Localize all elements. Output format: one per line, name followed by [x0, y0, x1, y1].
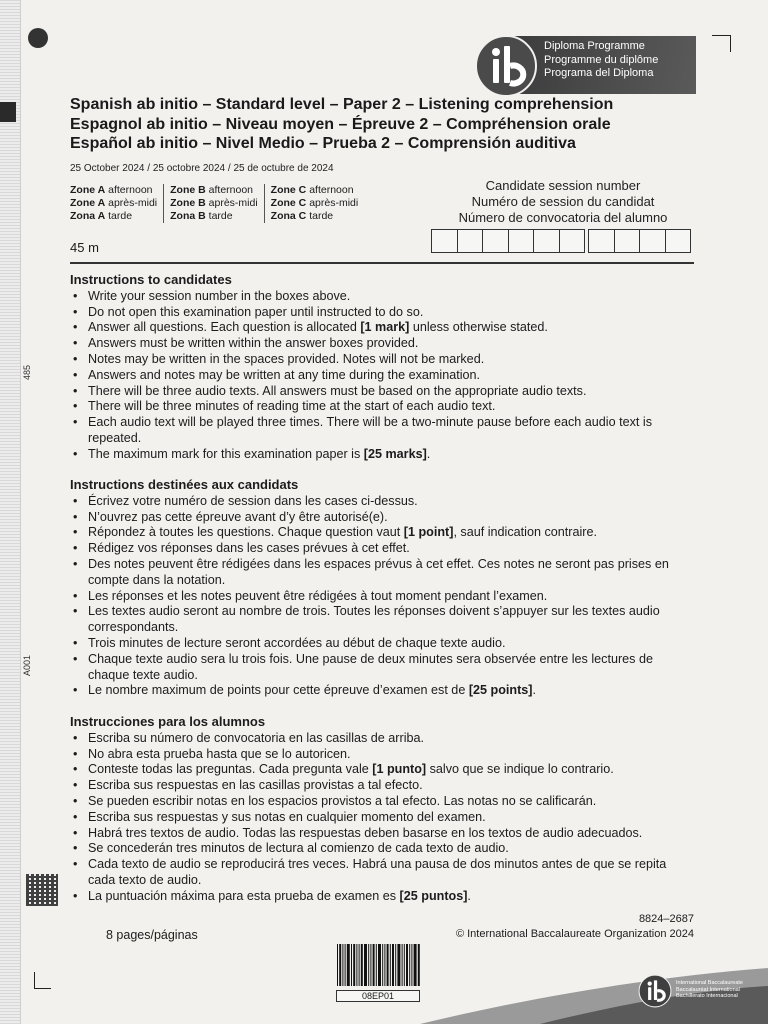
ib-organisation-names: International Baccalaureate Baccalauréat International Bachillerato Internacional: [676, 980, 743, 999]
barcode-bar: [414, 944, 417, 986]
section-heading: Instructions destinées aux candidats: [70, 477, 299, 492]
instruction-item: • Se pueden escribir notas en los espacios provistos a tal efecto. Las notas no se calificarán.: [70, 794, 694, 810]
instruction-item: • The maximum mark for this examination paper is [25 marks].: [70, 447, 694, 463]
ib-logo-icon: [474, 34, 538, 98]
scan-edge-strip: [0, 0, 21, 1024]
candidate-session-boxes[interactable]: [432, 229, 691, 253]
instruction-item: • Répondez à toutes les questions. Chaque question vaut [1 point], sauf indication contraire.: [70, 525, 694, 541]
instruction-item: • Les réponses et les notes peuvent être rédigées à tout moment pendant l’examen.: [70, 589, 694, 605]
instruction-item: • Habrá tres textos de audio. Todas las respuestas deben basarse en los textos de audio adecuados.: [70, 826, 694, 842]
barcode-bar: [382, 944, 383, 986]
instruction-item: • Cada texto de audio se reproducirá tres veces. Habrá una pausa de dos minutos antes de que se repita cada texto de audio.: [70, 857, 694, 889]
punch-hole: [28, 28, 48, 48]
instruction-item: • Trois minutes de lecture seront accordées au début de chaque texte audio.: [70, 636, 694, 652]
session-number-box[interactable]: [431, 229, 458, 253]
barcode-bar: [351, 944, 352, 986]
section-heading: Instrucciones para los alumnos: [70, 714, 266, 729]
instruction-item: • Each audio text will be played three times. There will be a two-minute pause before each audio text is repeated.: [70, 415, 694, 447]
instruction-list: [70, 289, 694, 463]
instructions-english: [70, 272, 694, 463]
instruction-item: • N’ouvrez pas cette épreuve avant d’y être autorisé(e).: [70, 510, 694, 526]
page-count: 8 pages/páginas: [106, 928, 198, 942]
session-number-box[interactable]: [614, 229, 641, 253]
side-code-top: 485: [22, 364, 32, 380]
zone-column-a: Zone A afternoon Zone A après-midi Zona A tarde: [70, 184, 164, 223]
zone-table: [70, 184, 370, 223]
instructions-french: [70, 477, 694, 699]
instruction-item: • Le nombre maximum de points pour cette épreuve d’examen est de [25 points].: [70, 683, 694, 699]
section-heading: Instructions to candidates: [70, 272, 232, 287]
instruction-item: • Conteste todas las preguntas. Cada pregunta vale [1 punto] salvo que se indique lo contrario.: [70, 762, 694, 778]
instruction-item: • La puntuación máxima para esta prueba de examen es [25 puntos].: [70, 889, 694, 905]
session-number-box[interactable]: [457, 229, 484, 253]
session-number-box[interactable]: [533, 229, 560, 253]
barcode-bar: [404, 944, 405, 986]
instruction-item: • Escriba sus respuestas y sus notas en cualquier momento del examen.: [70, 810, 694, 826]
barcode-bar: [353, 944, 355, 986]
instruction-item: • Notes may be written in the spaces provided. Notes will not be marked.: [70, 352, 694, 368]
barcode-bar: [370, 944, 371, 986]
registration-marker: [0, 102, 16, 122]
instruction-item: • Se concederán tres minutos de lectura al comienzo de cada texto de audio.: [70, 841, 694, 857]
crop-mark-top-right: [712, 35, 731, 52]
instruction-item: • No abra esta prueba hasta que se lo autoricen.: [70, 747, 694, 763]
barcode-bar: [359, 944, 360, 986]
instruction-item: • There will be three audio texts. All answers must be based on the appropriate audio texts.: [70, 384, 694, 400]
barcode-bar: [345, 944, 346, 986]
ib-footer-logo-icon: [638, 974, 672, 1008]
instruction-list: [70, 731, 694, 905]
session-number-box[interactable]: [639, 229, 666, 253]
side-code-bottom: A001: [22, 654, 32, 676]
barcode-bar: [376, 944, 377, 986]
barcode-bar: [406, 944, 408, 986]
instruction-item: • Write your session number in the boxes above.: [70, 289, 694, 305]
session-number-box[interactable]: [559, 229, 586, 253]
barcode-bar: [347, 944, 350, 986]
barcode-bar: [411, 944, 412, 986]
instruction-item: • Chaque texte audio sera lu trois fois. Une pause de deux minutes sera observée entre les lectures de chaque texte audio.: [70, 652, 694, 684]
barcode-bar: [361, 944, 363, 986]
session-number-box[interactable]: [482, 229, 509, 253]
instruction-item: • Do not open this examination paper until instructed to do so.: [70, 305, 694, 321]
paper-code: 8824–2687: [638, 913, 694, 925]
zone-column-c: Zone C afternoon Zone C après-midi Zona C tarde: [270, 184, 359, 222]
instruction-item: • Des notes peuvent être rédigées dans les espaces prévus à cet effet. Ces notes ne seront pas prises en compte dans la notation.: [70, 557, 694, 589]
barcode-bar: [378, 944, 381, 986]
zone-column-b: Zone B afternoon Zone B après-midi Zona B tarde: [170, 184, 265, 223]
barcode-bar: [395, 944, 396, 986]
barcode-bar: [390, 944, 391, 986]
session-number-box[interactable]: [508, 229, 535, 253]
barcode-bar: [339, 944, 341, 986]
barcode-bar: [373, 944, 375, 986]
instruction-item: • There will be three minutes of reading time at the start of each audio text.: [70, 399, 694, 415]
barcode-bar: [397, 944, 400, 986]
instruction-item: • Answers and notes may be written at any time during the examination.: [70, 368, 694, 384]
barcode-bar: [337, 944, 338, 986]
session-number-box[interactable]: [665, 229, 692, 253]
header-divider: [70, 262, 694, 264]
instruction-item: • Rédigez vos réponses dans les cases prévues à cet effet.: [70, 541, 694, 557]
barcode-bar: [342, 944, 343, 986]
exam-date: 25 October 2024 / 25 octobre 2024 / 25 de octubre de 2024: [70, 163, 334, 174]
copyright: © International Baccalaureate Organization 2024: [455, 928, 694, 940]
candidate-session-label: Candidate session number Numéro de session du candidat Número de convocatoria del alumno: [458, 178, 668, 225]
exam-duration: 45 m: [70, 240, 99, 255]
barcode: [336, 944, 420, 986]
instruction-item: • Écrivez votre numéro de session dans les cases ci-dessus.: [70, 494, 694, 510]
instruction-item: • Les textes audio seront au nombre de trois. Toutes les réponses doivent s’appuyer sur les textes audio correspondants.: [70, 604, 694, 636]
instruction-item: • Escriba su número de convocatoria en las casillas de arriba.: [70, 731, 694, 747]
barcode-bar: [402, 944, 403, 986]
barcode-bar: [392, 944, 394, 986]
barcode-bar: [364, 944, 367, 986]
barcode-bar: [356, 944, 357, 986]
ib-programme-label: Diploma Programme Programme du diplôme Programa del Diploma: [544, 40, 659, 79]
session-number-box[interactable]: [588, 229, 615, 253]
instructions-spanish: [70, 714, 694, 905]
barcode-bar: [409, 944, 410, 986]
barcode-label: 08EP01: [336, 990, 420, 1002]
qr-code: [26, 874, 58, 906]
barcode-bar: [368, 944, 369, 986]
instruction-item: • Escriba sus respuestas en las casillas provistas a tal efecto.: [70, 778, 694, 794]
page-title: Spanish ab initio – Standard level – Paper 2 – Listening comprehension Espagnol ab initio – Niveau moyen – Épreuve 2 – Compréhension orale Español ab initio – Nivel Medio – Prueba 2 – Comprensión auditiva: [70, 96, 614, 152]
barcode-bar: [384, 944, 385, 986]
instruction-item: • Answers must be written within the answer boxes provided.: [70, 336, 694, 352]
crop-mark-bottom-left: [34, 972, 51, 989]
instruction-item: • Answer all questions. Each question is allocated [1 mark] unless otherwise stated.: [70, 320, 694, 336]
barcode-bar: [387, 944, 389, 986]
instruction-list: [70, 494, 694, 699]
